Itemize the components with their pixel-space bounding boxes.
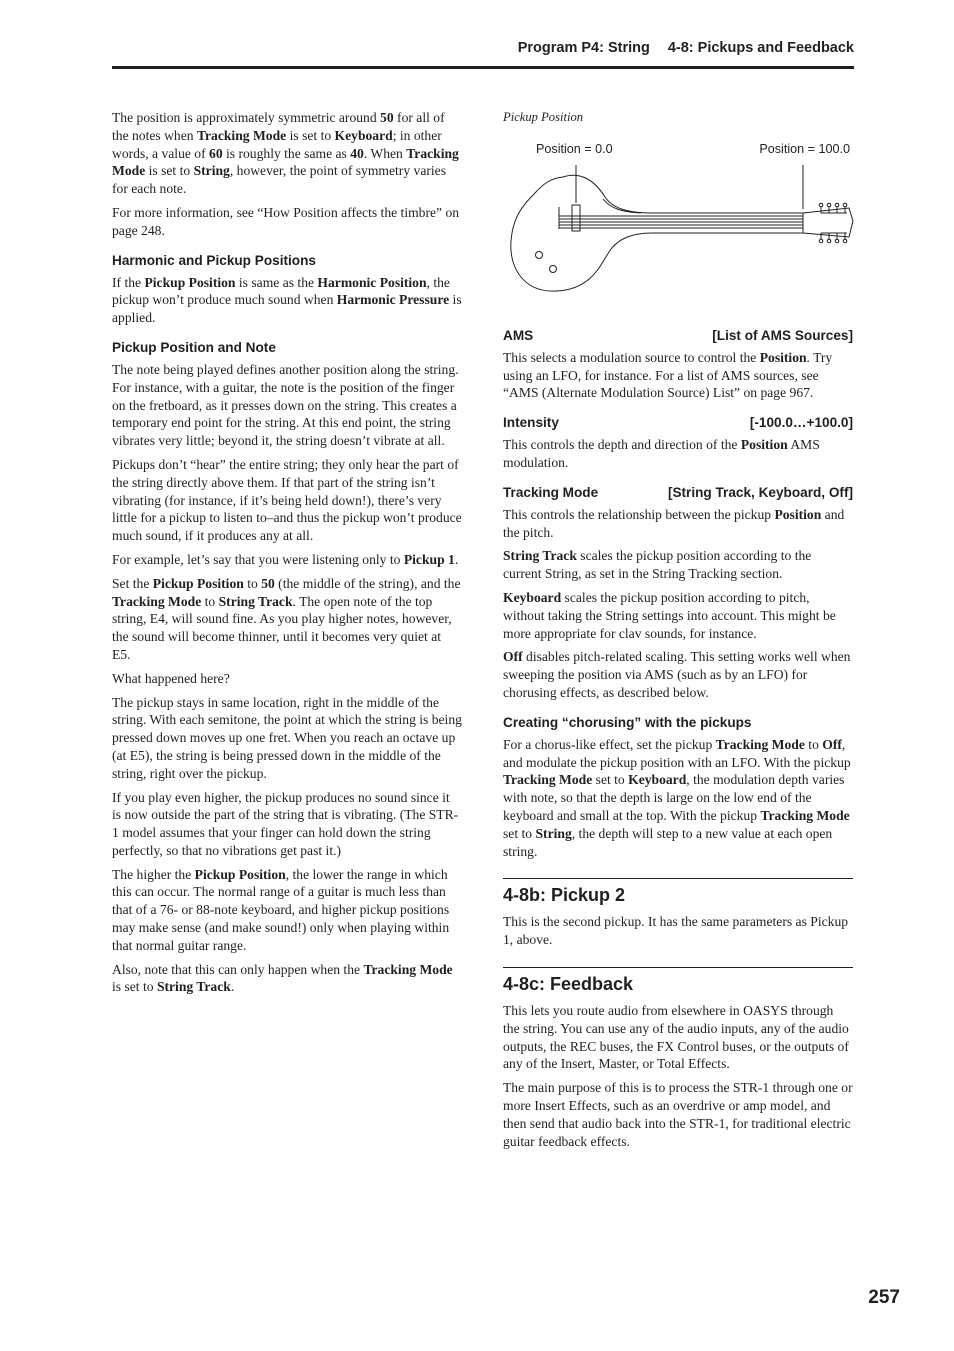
section-pickup-2 <box>503 878 853 949</box>
paragraph-feedback-routing: This lets you route audio from elsewhere in OASYS through the string. You can use any of the audio inputs, any of the audio outputs, the REC buses, the FX Control buses, or the outputs of any of the Insert, Master, or Total Effects. <box>503 1002 849 1072</box>
paragraph-pickup-2: This is the second pickup. It has the same parameters as Pickup 1, above. <box>503 914 849 948</box>
paragraph-higher-position: The higher the Pickup Position, the lower the range in which this can occur. The normal range of a guitar is much less than that of a 76- or 88-note keyboard, and higher pickup positions may make sense (and make sound!) only when playing within that normal guitar range. <box>112 866 450 953</box>
paragraph-example: For example, let’s say that you were listening only to Pickup 1. <box>112 551 459 567</box>
position-label-end: Position = 100.0 <box>759 141 850 156</box>
paragraph-tracking-string: String Track scales the pickup position according to the current String, as set in the String Tracking section. <box>503 548 812 582</box>
guitar-icon <box>503 163 854 313</box>
figure-caption: Pickup Position <box>503 110 584 124</box>
param-intensity-range: [-100.0…+100.0] <box>749 415 853 431</box>
paragraph-tracking-intro: This controls the relationship between the pickup Position and the pitch. <box>503 506 845 540</box>
paragraph-tracking-off: Off disables pitch-related scaling. This setting works well when sweeping the position via AMS (such as by an LFO) for chorusing effects, as described below. <box>503 649 851 700</box>
pickup-position-figure <box>503 141 854 313</box>
page-number: 257 <box>868 1287 900 1308</box>
heading-harmonic-pickup-positions: Harmonic and Pickup Positions <box>112 252 316 268</box>
paragraph-set-pickup: Set the Pickup Position to 50 (the middle of the string), and the Tracking Mode to String Track. The open note of the top string, E4, will sound fine. As you play higher notes, however, the sound will become thinner, until it becomes very quiet at E5. <box>112 575 461 662</box>
section-feedback <box>503 967 853 1150</box>
running-header <box>112 40 854 56</box>
heading-pickup-position-note: Pickup Position and Note <box>112 339 276 355</box>
paragraph-feedback-purpose: The main purpose of this is to process the STR-1 through one or more Insert Effects, such as an overdrive or amp model, and then send that audio back into the STR-1, for traditional electric guitar feedback effects. <box>503 1080 853 1149</box>
param-intensity <box>503 414 853 432</box>
left-column <box>112 109 462 1002</box>
param-tracking-range: [String Track, Keyboard, Off] <box>667 484 853 500</box>
paragraph-harmonic: If the Pickup Position is same as the Harmonic Position, the pickup won’t produce much sound when Harmonic Pressure is applied. <box>112 274 462 326</box>
header-rule <box>112 66 854 69</box>
paragraph-chorusing: For a chorus-like effect, set the pickup Tracking Mode to Off, and modulate the pickup position with an LFO. With the pickup Tracking Mode set to Keyboard, the modulation depth varies with note, so that the depth is large on the low end of the keyboard and small at the top. With the pickup Tracking Mode set to String, the depth will step to a new value at each open string. <box>503 736 851 859</box>
header-chapter: Program P4: String <box>517 40 650 56</box>
heading-pickup-2: 4-8b: Pickup 2 <box>503 885 626 906</box>
param-ams-range: [List of AMS Sources] <box>712 327 853 343</box>
paragraph-pickups-hear: Pickups don’t “hear” the entire string; they only hear the part of the string directly above them. If that part of the string isn’t vibrating (for instance, if it’s being held down!), there’s very little for a pickup to listen to–and thus the pickup won’t produce much sound, if it produces any at all. <box>112 456 462 544</box>
position-label-start: Position = 0.0 <box>536 141 613 156</box>
paragraph-symmetry: The position is approximately symmetric around 50 for all of the notes when Tracking Mode is set to Keyboard; in other words, a value of 60 is roughly the same as 40. When Tracking Mode is set to String, however, the point of symmetry varies for each note. <box>112 110 459 197</box>
paragraph-note-position: The note being played defines another position along the string. For instance, with a guitar, the note is the position of the finger on the fretboard, as it presses down on the string. This creates a temporary end point for the string. At this end point, the string vibrates very little; beyond it, the string doesn’t vibrate at all. <box>112 361 459 449</box>
paragraph-tracking-keyboard: Keyboard scales the pickup position according to pitch, without taking the String settings into account. This might be more appropriate for clav sounds, for instance. <box>503 589 836 641</box>
param-tracking-mode <box>503 484 853 502</box>
paragraph-intensity: This controls the depth and direction of the Position AMS modulation. <box>503 437 820 470</box>
param-tracking-name: Tracking Mode <box>503 484 599 500</box>
heading-feedback: 4-8c: Feedback <box>503 973 634 994</box>
paragraph-pickup-stays: The pickup stays in same location, right in the middle of the string. With each semitone, the point at which the string is being pressed down moves up one fret. When you reach an octave up (at E5), the string is being pressed down in the middle of the string, right over the pickup. <box>112 694 462 781</box>
right-column <box>503 109 853 1156</box>
paragraph-ams: This selects a modulation source to control the Position. Try using an LFO, for instance. For a list of AMS sources, see “AMS (Alternate Modulation Source) List” on page 967. <box>503 349 833 401</box>
header-section: 4-8: Pickups and Feedback <box>667 40 854 56</box>
heading-chorusing: Creating “chorusing” with the pickups <box>503 714 752 730</box>
param-intensity-name: Intensity <box>503 415 559 431</box>
param-ams <box>503 327 853 345</box>
paragraph-even-higher: If you play even higher, the pickup produces no sound since it is now outside the part of the string that is vibrating. (The STR-1 model assumes that your finger can hold down the string perfectly, so that no vibrations get past it.) <box>112 789 459 858</box>
param-ams-name: AMS <box>503 327 534 343</box>
paragraph-what-happened: What happened here? <box>112 670 230 686</box>
paragraph-also-note: Also, note that this can only happen when the Tracking Mode is set to String Track. <box>112 961 453 995</box>
paragraph-cross-reference: For more information, see “How Position affects the timbre” on page 248. <box>112 204 460 238</box>
